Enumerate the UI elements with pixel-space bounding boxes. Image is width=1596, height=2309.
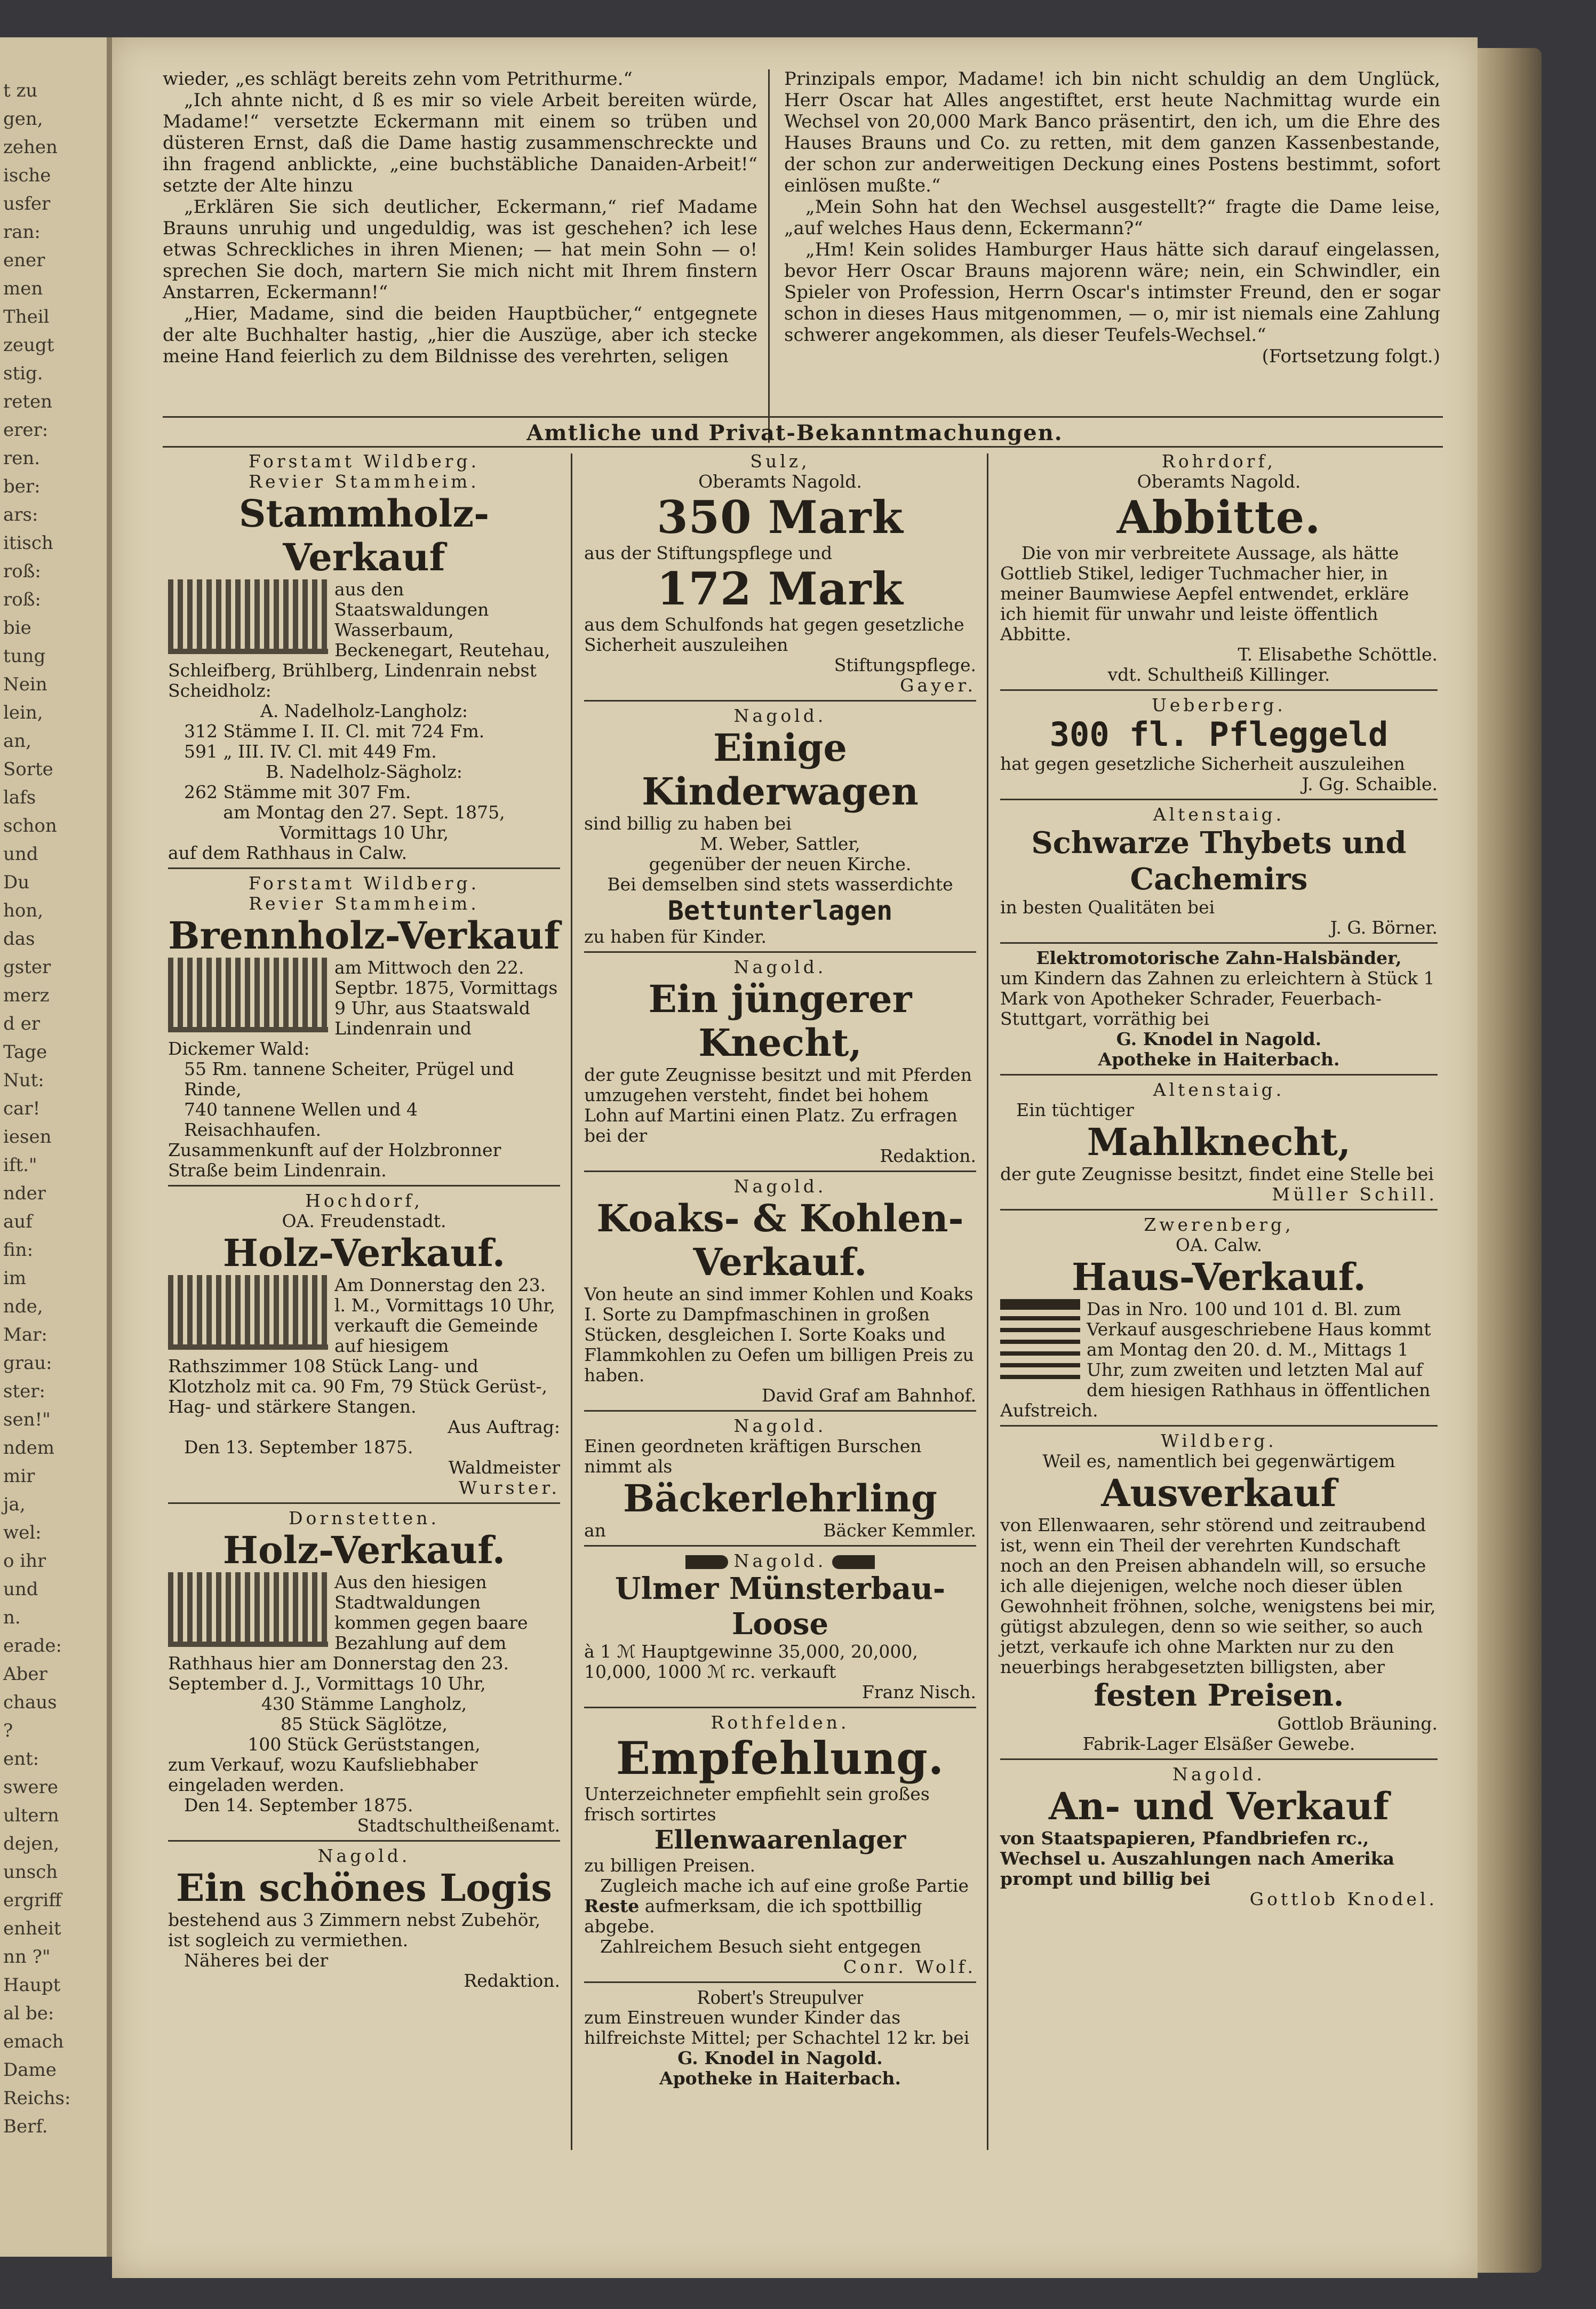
margin-fragment: d er: [3, 1013, 40, 1034]
story-paragraph: „Hm! Kein solides Hamburger Haus hätte sich darauf eingelassen, bevor Herr Oscar Brauns majorenn wäre; nein, ein Schwindler, ein Spieler von Profession, Herrn Oscar's intimster Freund, den er sogar schon in dieses Haus mitgenommen, — o, mir ist niemals eine Zahlung schwerer angekommen, als dieser Teufels-Wechsel.“: [784, 239, 1440, 346]
margin-fragment: Sorte: [3, 759, 53, 780]
ad-emphasis: Reste: [584, 1896, 640, 1916]
ad-signature: Apotheke in Haiterbach.: [1098, 1049, 1340, 1070]
ad-abbitte: [1000, 451, 1438, 685]
ad-place: Nagold.: [733, 705, 827, 726]
ad-signature: Waldmeister: [448, 1457, 560, 1478]
story-continued: (Fortsetzung folgt.): [1262, 346, 1440, 367]
ad-title: Ein schönes Logis: [176, 1866, 552, 1910]
margin-fragment: stig.: [3, 363, 43, 384]
margin-fragment: Dame: [3, 2059, 57, 2081]
ad-title: Bäckerlehrling: [623, 1476, 937, 1520]
ad-stammholz: [168, 451, 560, 863]
ad-separator: [584, 951, 976, 953]
ad-signature: Redaktion.: [464, 1970, 560, 1991]
ad-body: von Staatspapieren, Pfandbriefen rc., Wechsel u. Auszahlungen nach Amerika prompt und billig bei: [1000, 1828, 1395, 1889]
ad-line: Vormittags 10 Uhr,: [279, 822, 449, 843]
ad-line: auf dem Rathhaus in Calw.: [168, 842, 408, 863]
ad-body: sind billig zu haben bei: [584, 813, 792, 834]
ad-title: Holz-Verkauf.: [222, 1231, 506, 1275]
ad-body: aus den Staatswaldungen Wasserbaum, Beckenegart, Reutehau, Schleifberg, Brühlberg, Lindenrain nebst Scheidholz:: [168, 579, 550, 701]
margin-fragment: ran:: [3, 221, 41, 243]
margin-fragment: nde,: [3, 1296, 43, 1317]
margin-fragment: nn ?": [3, 1946, 51, 1968]
ad-line: am Montag den 27. Sept. 1875,: [223, 802, 505, 823]
column-divider: [987, 453, 988, 2150]
pointing-hand-icon: [685, 1555, 728, 1569]
ad-line: Zugleich mache ich auf eine große Partie: [600, 1875, 969, 1896]
margin-fragment: tung: [3, 646, 46, 667]
margin-fragment: men: [3, 278, 43, 299]
ad-body: der gute Zeugnisse besitzt und mit Pferden umzugehen versteht, findet bei hohem Lohn auf Martini einen Platz. Zu erfragen bei der: [584, 1064, 972, 1146]
ad-koaks: [584, 1176, 976, 1406]
ad-title: Ausverkauf: [1101, 1471, 1337, 1515]
margin-fragment: gen,: [3, 108, 43, 130]
ad-body: Das in Nro. 100 und 101 d. Bl. zum Verkauf ausgeschriebene Haus kommt am Montag den 20. d. M., Mittags 1 Uhr, zum zweiten und letzten Mal auf dem hiesigen Rathhaus in öffentlichen Aufstreich.: [1000, 1299, 1431, 1421]
story-paragraph: „Mein Sohn hat den Wechsel ausgestellt?“ fragte die Dame leise, „auf welches Haus denn, Eckermann?“: [784, 196, 1440, 239]
margin-fragment: zehen: [3, 137, 58, 158]
ad-place: Oberamts Nagold.: [698, 471, 862, 492]
ad-signature: Gottlob Bräuning.: [1277, 1713, 1438, 1734]
margin-fragment: hon,: [3, 900, 44, 921]
ad-title: Robert's Streupulver: [697, 1986, 864, 2009]
ad-title: Ulmer Münsterbau-Loose: [615, 1571, 946, 1642]
ad-body: in besten Qualitäten bei: [1000, 897, 1215, 918]
margin-fragment: bie: [3, 617, 31, 639]
margin-fragment: Mar:: [3, 1324, 47, 1345]
ad-body: der gute Zeugnisse besitzt, findet eine Stelle bei: [1000, 1164, 1434, 1184]
margin-fragment: Reichs:: [3, 2088, 71, 2109]
ad-separator: [584, 1410, 976, 1412]
ad-separator: [584, 1171, 976, 1172]
margin-fragment: ndem: [3, 1437, 55, 1459]
ad-line: 430 Stämme Langholz,: [261, 1693, 467, 1714]
ad-place: Wildberg.: [1161, 1430, 1277, 1451]
ad-an-verkauf: [1000, 1764, 1438, 1909]
margin-fragment: ultern: [3, 1805, 59, 1826]
margin-fragment: car!: [3, 1098, 41, 1119]
ad-place: Nagold.: [317, 1845, 411, 1866]
margin-fragment: erer:: [3, 419, 49, 441]
margin-fragment: und: [3, 1579, 38, 1600]
ad-line: zum Verkauf, wozu Kaufsliebhaber eingeladen werden.: [168, 1754, 478, 1795]
ad-signature: Gottlob Knodel.: [1249, 1889, 1438, 1909]
ad-signature: David Graf am Bahnhof.: [762, 1385, 976, 1406]
ad-place: Revier Stammheim.: [249, 471, 480, 492]
ad-knecht: [584, 957, 976, 1166]
ad-body: hat gegen gesetzliche Sicherheit auszuleihen: [1000, 753, 1405, 774]
margin-fragment: im: [3, 1268, 27, 1289]
book-spine: [1478, 48, 1542, 2273]
ad-place: Nagold.: [733, 1550, 827, 1571]
ad-holz-dornstetten: [168, 1508, 560, 1836]
ad-mahlknecht: [1000, 1080, 1438, 1205]
margin-fragment: enheit: [3, 1918, 61, 1939]
ad-ausverkauf: [1000, 1431, 1438, 1754]
story-paragraph: „Ich ahnte nicht, d ß es mir so viele Arbeit bereiten würde, Madame!“ versetzte Eckermann mit einem so trüben und düsteren Ernst, daß die Dame hastig zusammenschreckte und ihn fragend anblickte, „eine buchstäbliche Danaiden-Arbeit!“ setzte der Alte hinzu: [163, 90, 757, 196]
ad-body: um Kindern das Zahnen zu erleichtern à Stück 1 Mark von Apotheker Schrader, Feuerbach-Stuttgart, vorräthig bei: [1000, 968, 1435, 1029]
ad-place: Nagold.: [733, 957, 827, 977]
ad-line: Den 13. September 1875.: [184, 1437, 413, 1458]
ad-title: Schwarze Thybets und: [1031, 825, 1407, 861]
ad-title: Ellenwaarenlager: [654, 1825, 906, 1855]
margin-fragment: fin:: [3, 1239, 34, 1261]
ad-signature: Apotheke in Haiterbach.: [659, 2068, 901, 2089]
ad-title: Bettunterlagen: [667, 895, 893, 926]
column-divider: [571, 453, 572, 2150]
ad-signature: J. G. Börner.: [1330, 917, 1438, 938]
ad-line: aus der Stiftungspflege und: [584, 543, 833, 563]
ad-title: An- und Verkauf: [1049, 1784, 1389, 1828]
margin-fragment: usfer: [3, 193, 51, 214]
margin-fragment: nder: [3, 1183, 46, 1204]
ad-line: Ein tüchtiger: [1016, 1100, 1134, 1120]
ad-column-3: [1000, 451, 1438, 1909]
margin-fragment: erade:: [3, 1635, 62, 1657]
ad-signature: Conr. Wolf.: [843, 1956, 976, 1977]
ad-thybets: [1000, 805, 1438, 938]
margin-fragment: iesen: [3, 1126, 52, 1148]
ad-kinderwagen: [584, 706, 976, 947]
ad-line: 740 tannene Wellen und 4 Reisachhaufen.: [184, 1099, 418, 1140]
ad-signature: Bäcker Kemmler.: [823, 1520, 976, 1541]
story-divider: [768, 69, 770, 443]
story-paragraph: „Erklären Sie sich deutlicher, Eckermann,“ rief Madame Brauns unruhig und ungeduldig, was ist geschehen? ich lese etwas Schreckliches in ihren Mienen; — hat mein Sohn — o! sprechen Sie doch, martern Sie mich nicht mit Ihrem finstern Anstarren, Eckermann!“: [163, 196, 757, 303]
margin-fragment: Aber: [3, 1663, 47, 1685]
margin-fragment: unsch: [3, 1861, 58, 1883]
margin-fragment: auf: [3, 1211, 33, 1232]
ad-place: Oberamts Nagold.: [1137, 471, 1301, 492]
margin-fragment: ber:: [3, 476, 41, 497]
ad-line: 100 Stück Gerüststangen,: [248, 1734, 481, 1755]
ad-place: Ueberberg.: [1152, 695, 1286, 715]
ad-haus: [1000, 1215, 1438, 1421]
ad-signature: Fabrik-Lager Elsäßer Gewebe.: [1082, 1733, 1355, 1754]
ad-title: Verkauf.: [693, 1240, 867, 1284]
margin-fragment: roß:: [3, 589, 41, 610]
ad-body: Am Donnerstag den 23. l. M., Vormittags 10 Uhr, verkauft die Gemeinde auf hiesigem Rathszimmer 108 Stück Lang- und Klotzholz mit ca. 90 Fm, 79 Stück Gerüst-, Hag- und stärkere Stangen.: [168, 1275, 556, 1417]
ad-line: Den 14. September 1875.: [184, 1795, 413, 1816]
ad-place: Hochdorf,: [305, 1190, 423, 1211]
margin-fragment: ift.": [3, 1154, 37, 1176]
ad-signature: Franz Nisch.: [861, 1682, 976, 1702]
ad-line: Zusammenkunft auf der Holzbronner Straße beim Lindenrain.: [168, 1140, 501, 1181]
ad-separator: [584, 1545, 976, 1547]
margin-fragment: ars:: [3, 504, 38, 526]
margin-fragment: zeugt: [3, 335, 54, 356]
ad-body: am Mittwoch den 22. Septbr. 1875, Vormittags 9 Uhr, aus Staatswald Lindenrain und Dickemer Wald:: [168, 957, 558, 1059]
ad-title: 300 fl. Pfleggeld: [1049, 715, 1388, 754]
ad-body: Von heute an sind immer Kohlen und Koaks I. Sorte zu Dampfmaschinen in großen Stücken, desgleichen I. Sorte Koaks und Flammkohlen zu Oefen um billigen Preis zu haben.: [584, 1284, 974, 1386]
ad-separator: [1000, 1425, 1438, 1427]
ad-title: Ein jüngerer Knecht,: [648, 977, 912, 1065]
margin-fragment: dejen,: [3, 1833, 60, 1854]
margin-fragment: Tage: [3, 1041, 47, 1063]
ad-logis: [168, 1846, 560, 1991]
ad-line: A. Nadelholz-Langholz:: [260, 700, 468, 721]
ad-place: Revier Stammheim.: [249, 893, 480, 914]
ad-line: 55 Rm. tannene Scheiter, Prügel und Rinde,: [184, 1058, 514, 1100]
ad-signature: Redaktion.: [880, 1145, 976, 1166]
ad-sulz: [584, 451, 976, 696]
margin-fragment: ren.: [3, 448, 41, 469]
ad-title: Brennholz-Verkauf: [168, 913, 560, 958]
ad-place: Sulz,: [750, 451, 810, 472]
margin-fragment: gster: [3, 957, 51, 978]
left-page-edge: [0, 37, 112, 2257]
ad-place: Rohrdorf,: [1161, 451, 1276, 472]
ad-body: aus dem Schulfonds hat gegen gesetzliche Sicherheit auszuleihen: [584, 614, 964, 655]
ad-separator: [168, 867, 560, 869]
ad-title: Elektromotorische Zahn-Halsbänder,: [1036, 948, 1402, 968]
margin-fragment: lafs: [3, 787, 36, 808]
ad-holz-hochdorf: [168, 1191, 560, 1498]
margin-fragment: ja,: [3, 1494, 26, 1515]
ad-separator: [584, 1981, 976, 1983]
ad-column-2: [584, 451, 976, 2089]
margin-fragment: wel:: [3, 1522, 42, 1543]
margin-fragment: Haupt: [3, 1974, 61, 1996]
margin-fragment: an,: [3, 730, 31, 752]
ad-line: an: [584, 1520, 606, 1541]
ad-place: Zwerenberg,: [1144, 1214, 1294, 1235]
margin-fragment: mir: [3, 1466, 35, 1487]
ad-line: aufmerksam, die ich spottbillig abgebe.: [584, 1896, 922, 1937]
margin-fragment: swere: [3, 1777, 59, 1798]
woodcutters-illustration: [168, 1572, 328, 1647]
ad-body: von Ellenwaaren, sehr störend und zeitraubend ist, wenn ein Theil der verehrten Kundschaft noch an den Preisen abhandeln will, so ersuche ich alle diejenigen, welche noch dieser üblen Gewohnheit fröhnen, solche, wenigstens bei mir, gütigst abzulegen, denn so wie seither, so auch jetzt, verkaufe ich ohne Markten nur zu den neuerbings herabgesetzten billigsten, aber: [1000, 1515, 1436, 1677]
newspaper-page: [112, 37, 1478, 2278]
margin-fragment: ent:: [3, 1748, 39, 1770]
ad-zahn: [1000, 948, 1438, 1070]
story-paragraph: wieder, „es schlägt bereits zehn vom Petrithurme.“: [163, 68, 633, 90]
ad-pfleggeld: [1000, 695, 1438, 794]
margin-fragment: roß:: [3, 561, 41, 582]
ad-separator: [1000, 1209, 1438, 1211]
margin-fragment: das: [3, 928, 35, 950]
margin-fragment: ergriff: [3, 1890, 62, 1911]
margin-fragment: itisch: [3, 532, 53, 554]
ad-separator: [168, 1185, 560, 1187]
ad-place: Dornstetten.: [289, 1508, 440, 1528]
ad-line: 262 Stämme mit 307 Fm.: [184, 782, 411, 802]
margin-fragment: ener: [3, 250, 45, 271]
ad-title: Empfehlung.: [616, 1732, 945, 1785]
ad-signature: Stiftungspflege.: [834, 655, 976, 675]
margin-fragment: ster:: [3, 1381, 45, 1402]
margin-fragment: lein,: [3, 702, 43, 723]
ad-title: 172 Mark: [657, 562, 904, 615]
ad-signature: Müller Schill.: [1272, 1184, 1438, 1205]
woodcutters-illustration: [168, 579, 328, 654]
story-paragraph: Prinzipals empor, Madame! ich bin nicht schuldig an dem Unglück, Herr Oscar hat Alles angestiftet, erst heute Nachmittag wurde ein Wechsel von 20,000 Mark Banco präsentirt, den ich, um die Ehre des Hauses Brauns und Co. zu retten, mit dem ganzen Kassenbestande, der schon zur anderweitigen Deckung eines Postens bestimmt, sofort einlösen mußte.“: [784, 68, 1440, 196]
margin-fragment: sen!": [3, 1409, 51, 1430]
margin-fragment: und: [3, 843, 38, 865]
margin-fragment: al be:: [3, 2003, 54, 2024]
ad-title: Stammholz-Verkauf: [238, 491, 490, 579]
story-paragraph: „Hier, Madame, sind die beiden Hauptbücher,“ entgegnete der alte Buchhalter hastig, „hier die Auszüge, aber ich stecke meine Hand feierlich zu dem Bildnisse des verehrten, seligen: [163, 303, 757, 367]
ad-line: B. Nadelholz-Sägholz:: [266, 761, 462, 782]
margin-fragment: ?: [3, 1720, 13, 1741]
ad-line: 312 Stämme I. II. Cl. mit 724 Fm.: [184, 721, 485, 742]
ad-place: OA. Freudenstadt.: [282, 1211, 446, 1231]
ad-line: zu billigen Preisen.: [584, 1855, 756, 1876]
ad-title: Holz-Verkauf.: [222, 1528, 506, 1572]
ad-line: gegenüber der neuen Kirche.: [649, 854, 912, 874]
ad-line: Bei demselben sind stets wasserdichte: [607, 874, 953, 895]
ad-place: Forstamt Wildberg.: [248, 451, 480, 472]
margin-fragment: Nein: [3, 674, 47, 695]
ad-line: Näheres bei der: [184, 1950, 329, 1971]
margin-fragment: schon: [3, 815, 57, 837]
story-column-left: [163, 68, 757, 367]
woodcutters-illustration: [168, 1275, 328, 1350]
ad-body: Einen geordneten kräftigen Burschen nimmt als: [584, 1436, 922, 1477]
ad-place: Nagold.: [733, 1176, 827, 1197]
ad-separator: [1000, 799, 1438, 800]
ad-body: bestehend aus 3 Zimmern nebst Zubehör, ist sogleich zu vermiethen.: [168, 1909, 541, 1950]
margin-fragment: emach: [3, 2031, 64, 2052]
woodcutters-illustration: [168, 958, 328, 1032]
ad-signature: G. Knodel in Nagold.: [1116, 1029, 1322, 1049]
ad-separator: [168, 1840, 560, 1842]
ad-place: Altenstaig.: [1153, 1079, 1285, 1100]
ad-title: Cachemirs: [1130, 862, 1308, 897]
ad-separator: [1000, 942, 1438, 944]
house-illustration: [1000, 1299, 1080, 1379]
ad-line: Aus Auftrag:: [448, 1416, 560, 1437]
ad-ulm: [584, 1551, 976, 1702]
margin-fragment: n.: [3, 1607, 21, 1628]
ad-signature: J. Gg. Schaible.: [1302, 774, 1438, 794]
ad-place: Nagold.: [733, 1415, 827, 1436]
ad-separator: [1000, 689, 1438, 691]
ad-separator: [1000, 1758, 1438, 1760]
story-column-right: [784, 68, 1440, 367]
ad-signature: Wurster.: [459, 1477, 560, 1498]
ad-streupulver: [584, 1987, 976, 2089]
ad-line: 591 „ III. IV. Cl. mit 449 Fm.: [184, 741, 437, 762]
margin-fragment: o ihr: [3, 1550, 46, 1572]
ad-place: Forstamt Wildberg.: [248, 873, 480, 894]
ad-place: Altenstaig.: [1153, 804, 1285, 825]
ad-place: Rothfelden.: [711, 1712, 850, 1733]
ad-body: Unterzeichneter empfiehlt sein großes frisch sortirtes: [584, 1783, 930, 1825]
margin-fragment: grau:: [3, 1352, 52, 1374]
ad-title: Abbitte.: [1116, 491, 1321, 544]
ad-line: Zahlreichem Besuch sieht entgegen: [600, 1936, 922, 1957]
ad-body: Aus den hiesigen Stadtwaldungen kommen gegen baare Bezahlung auf dem Rathhaus hier am Donnerstag den 23. September d. J., Vormittags 10 Uhr,: [168, 1572, 528, 1694]
margin-fragment: merz: [3, 985, 50, 1006]
margin-fragment: Berf.: [3, 2116, 48, 2137]
ad-line: Weil es, namentlich bei gegenwärtigem: [1042, 1451, 1395, 1471]
ad-separator: [168, 1502, 560, 1504]
ad-separator: [584, 700, 976, 702]
ad-signature: vdt. Schultheiß Killinger.: [1107, 664, 1330, 685]
ad-title: festen Preisen.: [1094, 1678, 1344, 1713]
section-title: Amtliche und Privat-Bekanntmachungen.: [526, 420, 1063, 445]
ad-brennholz: [168, 873, 560, 1181]
section-rule: [163, 446, 1443, 448]
ad-signature: T. Elisabethe Schöttle.: [1238, 644, 1438, 665]
ad-signature: G. Knodel in Nagold.: [677, 2048, 883, 2068]
margin-fragment: Du: [3, 872, 30, 893]
ad-signature: Stadtschultheißenamt.: [357, 1815, 560, 1836]
section-rule: [163, 416, 1443, 418]
ad-column-1: [168, 451, 560, 1991]
margin-fragment: Nut:: [3, 1070, 44, 1091]
ad-title: Mahlknecht,: [1087, 1120, 1351, 1164]
margin-fragment: reten: [3, 391, 53, 412]
margin-fragment: t zu: [3, 80, 38, 101]
ad-body: Die von mir verbreitete Aussage, als hätte Gottlieb Stikel, lediger Tuchmacher hier, in meiner Baumwiese Aepfel entwendet, erkläre ich hiemit für unwahr und leiste öffentlich Abbitte.: [1000, 543, 1409, 644]
ad-separator: [584, 1707, 976, 1708]
ad-line: 85 Stück Säglötze,: [280, 1714, 448, 1734]
ad-separator: [1000, 1074, 1438, 1076]
ad-body: à 1 ℳ Hauptgewinne 35,000, 20,000, 10,000, 1000 ℳ rc. verkauft: [584, 1641, 918, 1682]
ad-title: Haus-Verkauf.: [1072, 1255, 1366, 1299]
margin-fragment: chaus: [3, 1692, 57, 1713]
ad-line: M. Weber, Sattler,: [700, 833, 860, 854]
margin-fragment: Theil: [3, 306, 50, 328]
ad-baecker: [584, 1416, 976, 1541]
margin-fragment: ische: [3, 165, 51, 186]
ad-place: OA. Calw.: [1175, 1235, 1263, 1255]
ad-title: Koaks- & Kohlen-: [596, 1196, 964, 1240]
ad-place: Nagold.: [1172, 1764, 1265, 1785]
ad-signature: Gayer.: [900, 675, 976, 696]
ad-line: zu haben für Kinder.: [584, 926, 767, 947]
pointing-hand-icon: [832, 1555, 875, 1569]
ad-title: Einige Kinderwagen: [642, 726, 919, 814]
ad-empfehlung: [584, 1713, 976, 1977]
ad-body: zum Einstreuen wunder Kinder das hilfreichste Mittel; per Schachtel 12 kr. bei: [584, 2007, 970, 2048]
ad-title: 350 Mark: [657, 491, 904, 544]
